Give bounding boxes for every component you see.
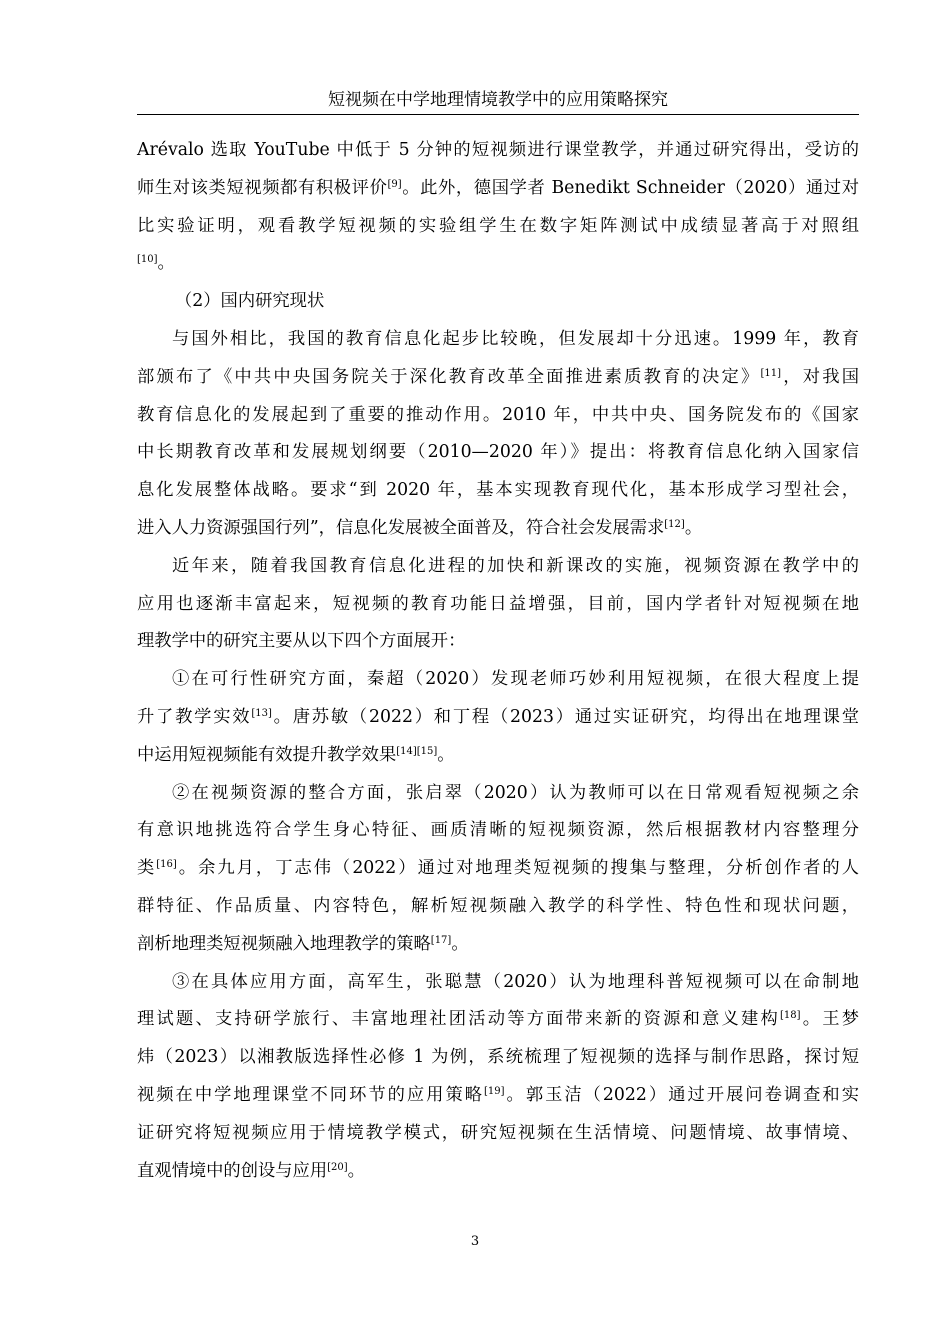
text-line [137,699,859,737]
citation-superscript: [18] [780,1010,801,1022]
line-text: 近年来，随着我国教育信息化进程的加快和新课改的实施，视频资源在教学中的 [172,555,859,576]
text-line [137,245,859,283]
text-line [137,321,859,359]
text-line [137,397,859,435]
line-text: 比实验证明，观看教学短视频的实验组学生在数字矩阵测试中成绩显著高于对照组 [137,215,859,236]
text-line [137,434,859,472]
citation-superscript: [11] [760,367,782,379]
text-line [137,132,859,170]
text-line [137,812,859,850]
line-text-after: 。此外，德国学者 Benedikt Schneider（2020）通过对 [401,177,859,198]
text-line [137,850,859,888]
citation-superscript: [9] [387,178,402,190]
line-text: 有意识地挑选符合学生身心特征、画质清晰的短视频资源，然后根据教材内容整理分 [137,820,859,841]
line-text: 证研究将短视频应用于情境教学模式，研究短视频在生活情境、问题情境、故事情境、 [137,1122,859,1143]
text-line [137,1115,859,1153]
line-text: ③在具体应用方面，高军生，张聪慧（2020）认为地理科普短视频可以在命制地 [172,971,859,992]
line-text: 应用也逐渐丰富起来，短视频的教育功能日益增强，目前，国内学者针对短视频在地 [137,593,859,614]
line-text-after: 。 [684,517,703,538]
text-line [137,359,859,397]
line-text: 直观情境中的创设与应用 [137,1160,328,1181]
text-line [137,775,859,813]
citation-superscript: [10] [137,254,158,266]
line-text: 进入人力资源强国行列”，信息化发展被全面普及，符合社会发展需求 [137,517,665,538]
text-line [137,548,859,586]
text-line [137,510,859,548]
line-text: 升了教学实效 [137,706,252,727]
line-text: 教育信息化的发展起到了重要的推动作用。2010 年，中共中央、国务院发布的《国家 [137,404,859,425]
line-text-after: 。 [347,1160,365,1181]
text-line [137,1001,859,1039]
line-text: 炜（2023）以湘教版选择性必修 1 为例，系统梳理了短视频的选择与制作思路，探讨短 [137,1047,859,1068]
line-text-after: 。余九月，丁志伟（2022）通过对地理类短视频的搜集与整理，分析创作者的人 [176,858,859,879]
line-text-after: ，对我国 [781,366,859,387]
running-header [137,88,859,115]
line-text: Arévalo 选取 YouTube 中低于 5 分钟的短视频进行课堂教学，并通过研究得出，受访的 [137,140,859,160]
line-text: 群特征、作品质量、内容特色，解析短视频融入教学的科学性、特色性和现状问题， [137,895,859,916]
citation-superscript: [19] [484,1085,505,1097]
citation-superscript: [13] [251,707,272,719]
line-text: 师生对该类短视频都有积极评价 [137,177,388,198]
line-text-after: 。 [437,744,455,765]
text-line [137,661,859,699]
line-text: 视频在中学地理课堂不同环节的应用策略 [137,1084,485,1105]
line-text-after: 。 [451,933,469,954]
line-text: 息化发展整体战略。要求“到 2020 年，基本实现教育现代化，基本形成学习型社会， [137,480,859,501]
line-text-after: 。王梦 [800,1009,859,1030]
text-line [137,926,859,964]
text-line [137,1077,859,1115]
line-text: 剖析地理类短视频融入地理教学的策略 [137,933,431,954]
text-line [137,283,859,321]
text-line [137,737,859,775]
line-text: ②在视频资源的整合方面，张启翠（2020）认为教师可以在日常观看短视频之余 [172,782,859,803]
header-title: 短视频在中学地理情境教学中的应用策略探究 [328,90,668,110]
line-text: 部颁布了《中共中央国务院关于深化教育改革全面推进素质教育的决定》 [137,366,761,387]
text-line [137,208,859,246]
line-text: 理教学中的研究主要从以下四个方面展开： [137,631,466,652]
page-number: 3 [470,1234,480,1249]
line-text: 中运用短视频能有效提升教学效果 [137,744,397,765]
text-line [137,170,859,208]
line-text: 类 [137,858,157,879]
line-text-after: 。唐苏敏（2022）和丁程（2023）通过实证研究，均得出在地理课堂 [271,706,859,727]
line-text: ①在可行性研究方面，秦超（2020）发现老师巧妙利用短视频，在很大程度上提 [172,669,859,690]
text-line [137,1039,859,1077]
line-text: 理试题、支持研学旅行、丰富地理社团活动等方面带来新的资源和意义建构 [137,1009,780,1030]
line-text: 中长期教育改革和发展规划纲要（2010—2020 年）》提出：将教育信息化纳入国家信 [137,442,859,463]
line-text: （2）国内研究现状 [175,291,325,312]
text-line [137,1153,859,1191]
line-text-after: 。 [157,253,175,274]
text-line [137,964,859,1002]
text-line [137,623,859,661]
line-text: 与国外相比，我国的教育信息化起步比较晚，但发展却十分迅速。1999 年，教育 [172,328,859,349]
citation-superscript: [20] [327,1161,348,1173]
text-line [137,888,859,926]
citation-superscript: [14][15] [396,745,438,757]
text-line [137,472,859,510]
citation-superscript: [12] [664,518,685,530]
citation-superscript: [16] [156,859,177,871]
line-text-after: 。郭玉洁（2022）通过开展问卷调查和实 [504,1084,859,1105]
text-line [137,586,859,624]
document-body [137,132,859,1190]
citation-superscript: [17] [430,934,452,946]
